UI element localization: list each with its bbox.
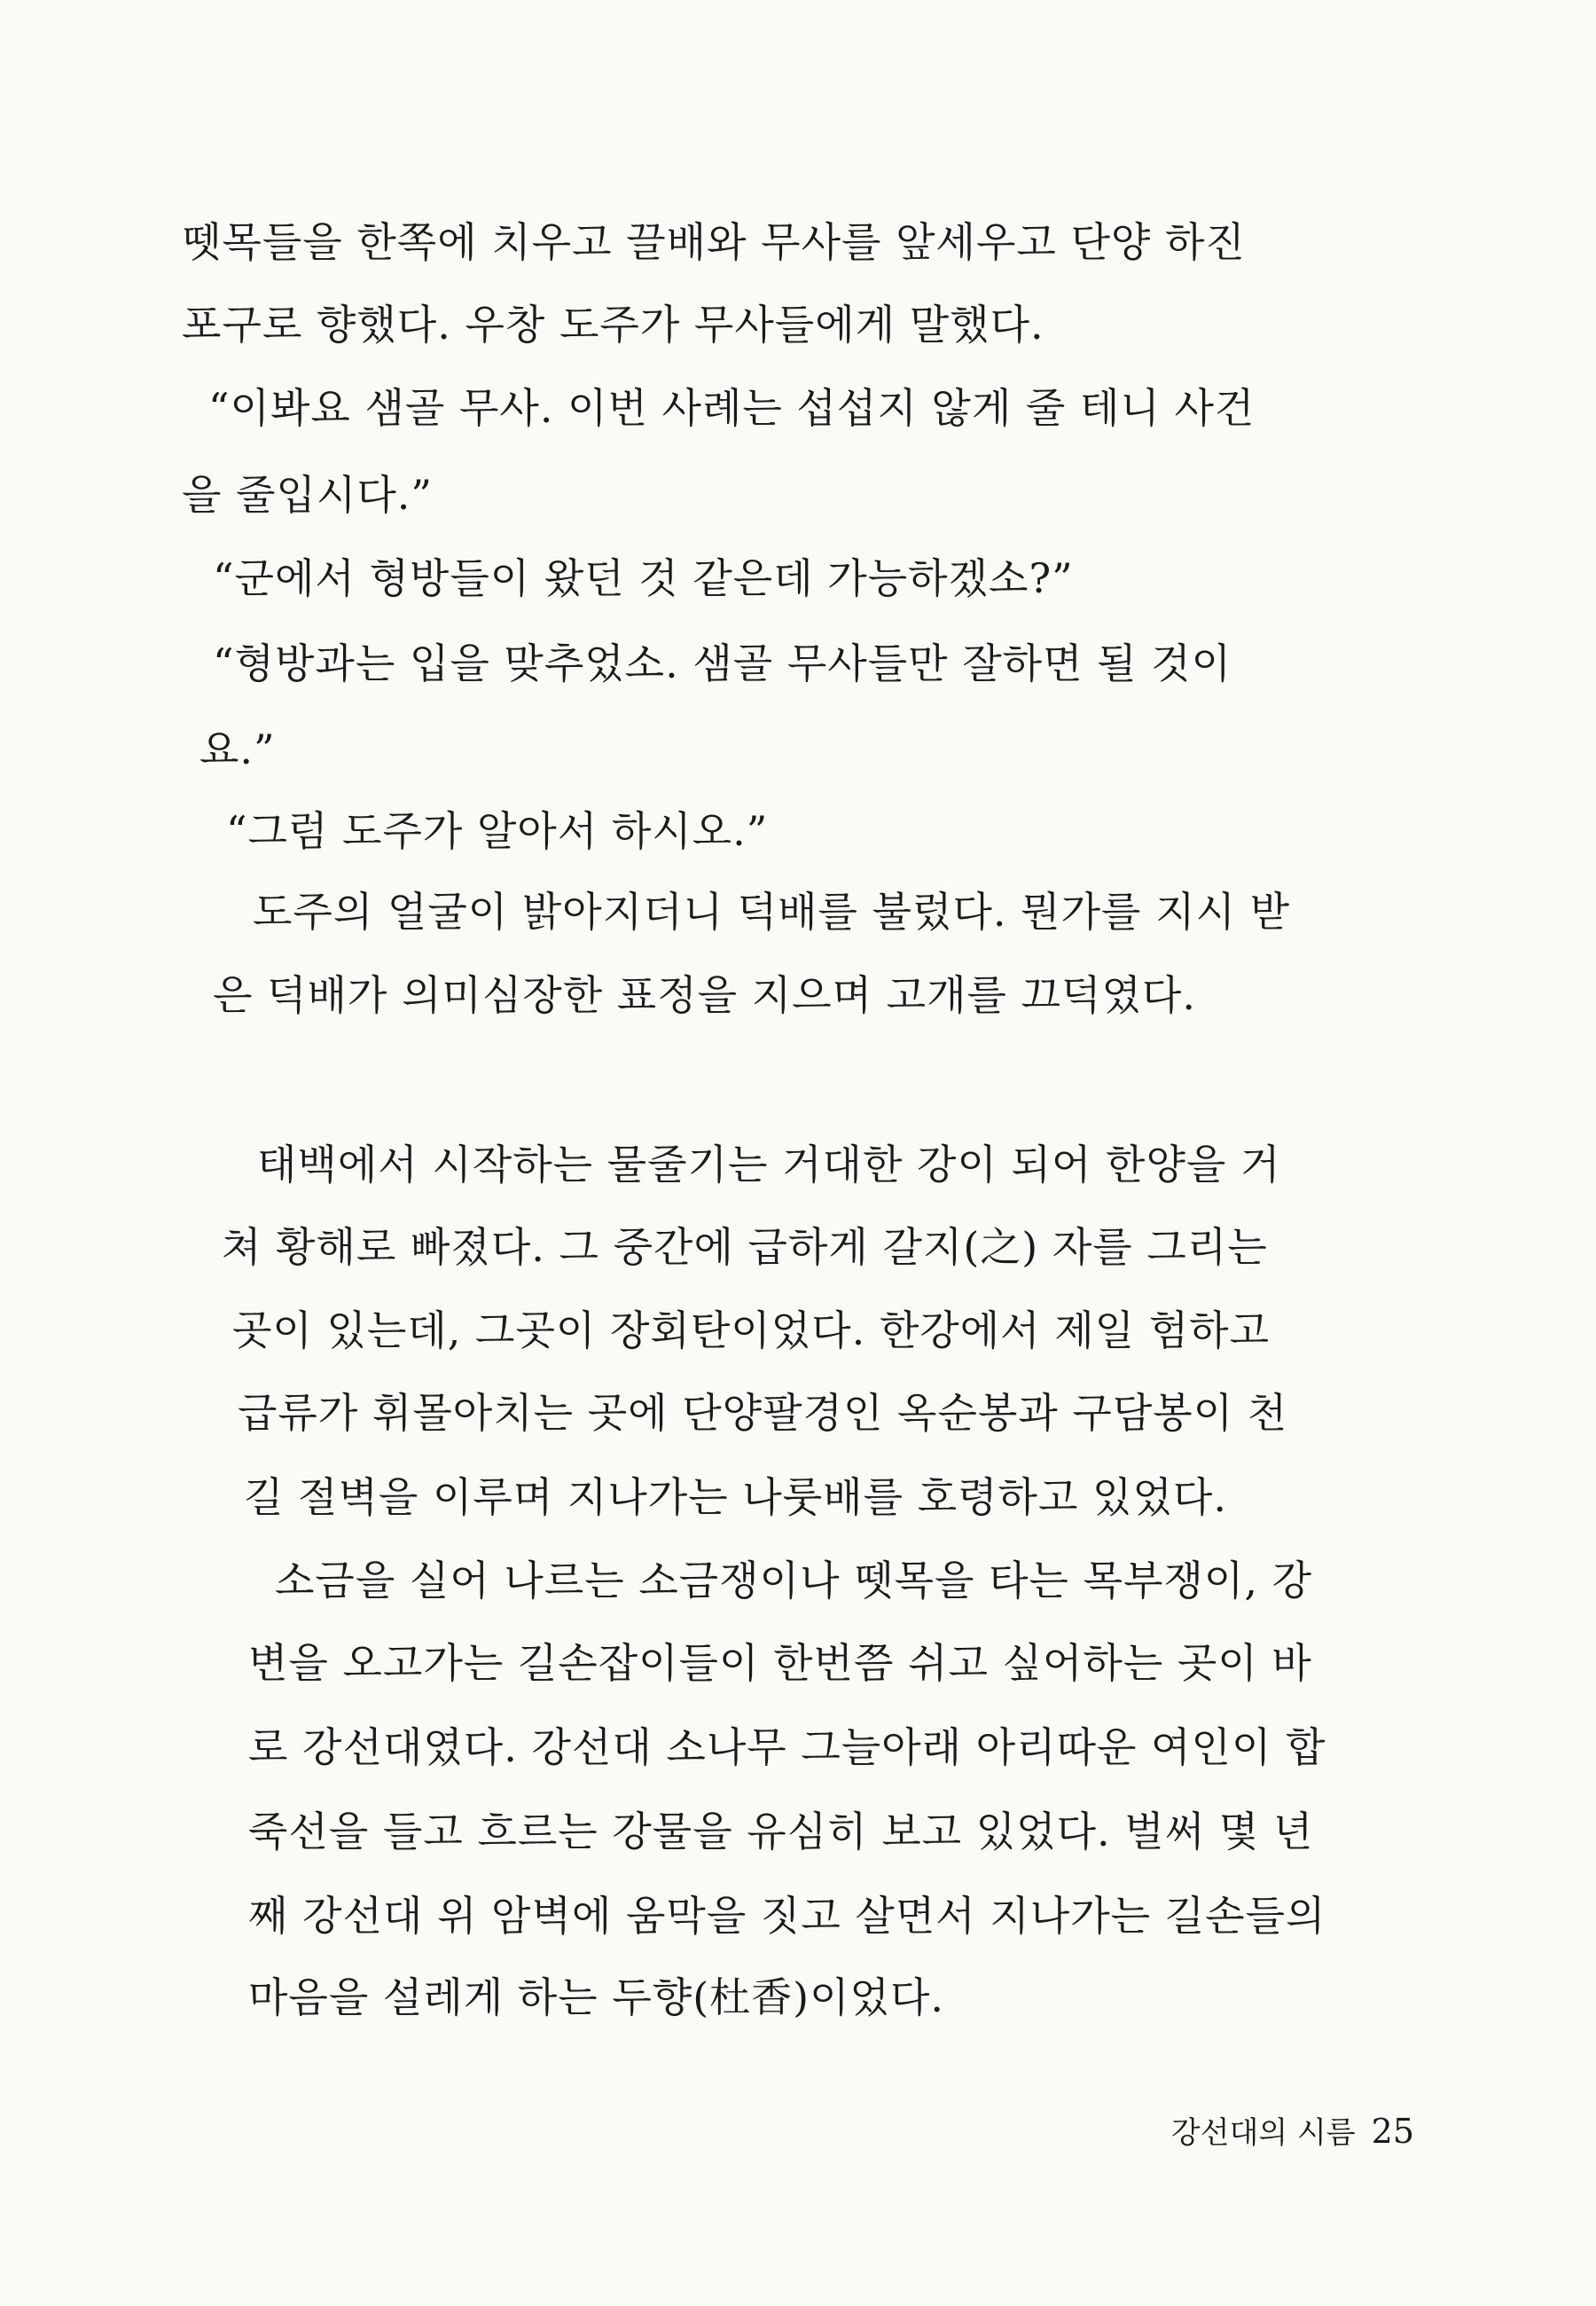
text-line: “형방과는 입을 맞추었소. 샘골 무사들만 잘하면 될 것이 [213,639,1232,687]
text-line: 째 강선대 위 암벽에 움막을 짓고 살면서 지나가는 길손들의 [248,1892,1326,1940]
text-line: 급류가 휘몰아치는 곳에 단양팔경인 옥순봉과 구담봉이 천 [238,1389,1288,1437]
text-line: 포구로 향했다. 우창 도주가 무사들에게 말했다. [182,301,1044,349]
text-line: 은 덕배가 의미심장한 표정을 지으며 고개를 끄덕였다. [213,971,1196,1019]
text-line: 로 강선대였다. 강선대 소나무 그늘아래 아리따운 여인이 합 [248,1723,1326,1771]
text-line: 을 줄입시다.” [182,471,433,519]
text-line: 곳이 있는데, 그곳이 장회탄이었다. 한강에서 제일 험하고 [232,1306,1271,1354]
text-line: 쳐 황해로 빠졌다. 그 중간에 급하게 갈지(之) 자를 그리는 [222,1223,1268,1271]
text-line: 도주의 얼굴이 밝아지더니 덕배를 불렀다. 뭔가를 지시 받 [253,888,1291,936]
chapter-title: 강선대의 시름 [1170,2115,1356,2151]
text-line: “군에서 형방들이 왔던 것 같은데 가능하겠소?” [213,554,1074,602]
page-number: 25 [1371,2112,1414,2151]
page-footer [1171,2109,1414,2155]
text-line: 길 절벽을 이루며 지나가는 나룻배를 호령하고 있었다. [244,1473,1227,1521]
text-line: 죽선을 들고 흐르는 강물을 유심히 보고 있었다. 벌써 몇 년 [248,1808,1314,1855]
text-line: 소금을 실어 나르는 소금쟁이나 뗏목을 타는 목부쟁이, 강 [275,1557,1313,1604]
text-line: 요.” [200,726,276,773]
text-line: “그럼 도주가 알아서 하시오.” [226,807,769,855]
text-line: 변을 오고가는 길손잡이들이 한번쯤 쉬고 싶어하는 곳이 바 [248,1639,1312,1687]
text-line: 뗏목들을 한쪽에 치우고 끌배와 무사를 앞세우고 단양 하진 [182,218,1246,266]
text-line: 태백에서 시작하는 물줄기는 거대한 강이 되어 한양을 거 [257,1141,1281,1188]
text-line: “이봐요 샘골 무사. 이번 사례는 섭섭지 않게 줄 테니 사건 [208,384,1256,432]
text-line: 마음을 설레게 하는 두향(杜香)이었다. [248,1973,945,2021]
